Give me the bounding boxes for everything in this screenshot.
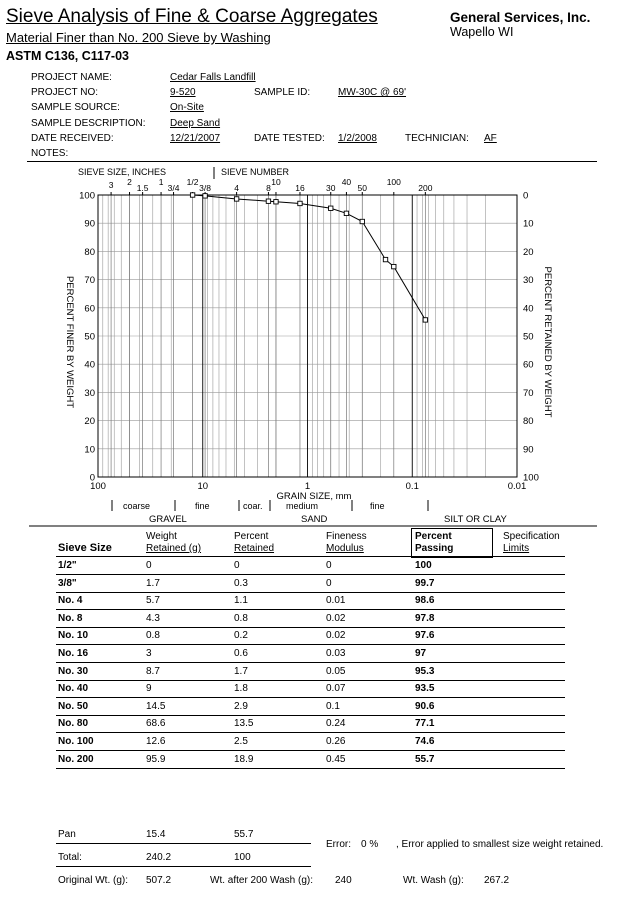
row-percent-passing: 77.1 [415,718,435,730]
project-no-label: PROJECT NO: [31,87,99,98]
row-fineness-modulus: 0.07 [326,683,346,695]
spec-header-2: Limits [503,543,530,554]
sieve-tick-label: 3/4 [167,183,180,193]
silt-clay-label: SILT OR CLAY [444,514,507,525]
sieve-tick-label: 16 [295,183,305,193]
row-fineness-modulus: 0.01 [326,595,346,607]
y-tick-label: 100 [79,190,95,202]
row-percent-retained: 13.5 [234,718,254,730]
sieve-ticks [109,177,433,195]
row-percent-passing: 90.6 [415,700,435,712]
row-percent-retained: 0.8 [234,612,248,624]
row-sieve-size: No. 16 [58,648,89,659]
sample-description-value: Deep Sand [170,118,221,129]
data-point [266,199,270,203]
sieve-tick-label: 50 [357,183,368,193]
y-tick-label: 0 [89,472,95,484]
row-percent-passing: 55.7 [415,753,435,765]
y2-tick-label: 70 [523,387,534,399]
row-percent-retained: 1.7 [234,665,248,677]
pan-percent: 55.7 [234,829,254,840]
data-point [329,206,333,210]
sieve-tick-label: 200 [418,183,433,193]
report-title: Sieve Analysis of Fine & Coarse Aggregates [6,6,378,27]
total-divider [56,866,311,867]
row-fineness-modulus: 0 [326,560,332,571]
row-sieve-size: No. 30 [58,665,89,677]
table-row-divider [56,662,565,663]
sand-label: SAND [301,514,328,525]
date-tested-label: DATE TESTED: [254,133,325,144]
error-note: , Error applied to smallest size weight retained. [396,839,604,850]
row-weight-retained: 9 [146,683,152,695]
y-tick-label: 80 [84,246,95,258]
sieve-tick-label: 30 [326,183,336,193]
row-weight-retained: 1.7 [146,577,160,589]
row-percent-passing: 74.6 [415,736,435,747]
technician-value: AF [484,133,497,144]
date-received-label: DATE RECEIVED: [31,133,114,144]
passing-header-2: Passing [415,543,454,554]
row-fineness-modulus: 0.24 [326,718,346,730]
x-tick-label: 1 [304,481,311,492]
y2-tick-label: 40 [523,303,534,315]
row-fineness-modulus: 0.02 [326,630,346,642]
y-tick-label: 40 [84,359,95,371]
row-weight-retained: 0.8 [146,630,160,642]
row-sieve-size: No. 8 [58,612,83,624]
table-row-divider [56,768,565,769]
data-point [392,264,396,268]
after-wash-label: Wt. after 200 Wash (g): [210,875,313,886]
sieve-tick-label: 3/8 [199,183,211,193]
original-weight-label: Original Wt. (g): [58,875,129,886]
sieve-tick-label: 100 [386,177,401,187]
table-row-divider [56,750,565,751]
fineness-header-1: Fineness [326,531,367,542]
gradation-curve [193,195,426,320]
row-sieve-size: No. 10 [58,630,89,642]
y-tick-label: 10 [84,444,95,456]
sample-source-value: On-Site [170,102,204,113]
y-tick-label: 20 [84,416,95,428]
data-point [423,318,427,322]
pan-weight: 15.4 [146,829,166,840]
row-weight-retained: 68.6 [146,718,166,730]
total-label: Total: [58,852,82,863]
data-point [298,201,302,205]
row-percent-retained: 0.3 [234,577,248,589]
table-row-divider [56,715,565,716]
notes-label: NOTES: [31,148,69,159]
data-point [190,193,194,197]
x-axis-label: GRAIN SIZE, mm [276,491,352,502]
row-fineness-modulus: 0.1 [326,700,340,712]
row-fineness-modulus: 0.26 [326,736,346,747]
row-percent-passing: 98.6 [415,595,435,607]
sample-id-label: SAMPLE ID: [254,87,311,98]
y2-tick-label: 60 [523,359,534,371]
company-name: General Services, Inc. [450,10,591,25]
row-sieve-size: 3/8" [58,577,77,589]
row-percent-retained: 1.8 [234,683,248,695]
row-percent-passing: 97 [415,648,427,659]
row-percent-retained: 0.6 [234,648,248,659]
row-percent-retained: 18.9 [234,753,254,765]
sieve-tick-label: 4 [234,183,239,193]
table-header-divider [56,556,565,557]
wash-weight-value: 267.2 [484,875,510,886]
total-percent: 100 [234,852,251,863]
date-received-value: 12/21/2007 [170,133,221,144]
table-row-divider [56,592,565,593]
chart-grid [98,195,517,477]
gravel-coarse-label: coarse [123,501,151,511]
soil-classification-band [112,500,507,525]
row-weight-retained: 3 [146,648,152,659]
y2-tick-label: 90 [523,444,534,456]
data-point [383,257,387,261]
row-weight-retained: 95.9 [146,753,166,765]
row-percent-passing: 97.6 [415,630,435,642]
sieve-number-label: SIEVE NUMBER [221,167,290,177]
report-subtitle: Material Finer than No. 200 Sieve by Washing [6,30,271,45]
x-tick-label: 0.1 [405,481,419,492]
row-sieve-size: 1/2" [58,560,77,571]
weight-header-2: Retained (g) [146,543,202,554]
spec-header-1: Specification [503,531,560,542]
weight-header-1: Weight [146,531,177,542]
total-weight: 240.2 [146,852,172,863]
gradation-chart [0,160,632,532]
row-sieve-size: No. 4 [58,595,83,607]
sand-medium-label: medium [286,501,319,511]
project-no-value: 9-520 [170,87,196,98]
table-row-divider [56,732,565,733]
error-value: 0 % [361,839,379,850]
row-percent-passing: 95.3 [415,665,435,677]
project-name-label: PROJECT NAME: [31,72,112,83]
standard-label: ASTM C136, C117-03 [6,49,129,63]
y-tick-label: 70 [84,275,95,287]
row-percent-passing: 93.5 [415,683,435,695]
wash-weight-label: Wt. Wash (g): [403,875,464,886]
table-row-divider [56,627,565,628]
chart-axes [79,191,539,493]
x-tick-label: 100 [90,481,106,492]
data-point [234,197,238,201]
row-sieve-size: No. 40 [58,683,89,695]
error-label: Error: [326,839,351,850]
sieve-tick-label: 8 [266,183,271,193]
y2-tick-label: 20 [523,246,534,258]
row-weight-retained: 5.7 [146,595,160,607]
row-fineness-modulus: 0.45 [326,753,346,765]
sample-id-value: MW-30C @ 69' [338,87,407,98]
y2-tick-label: 50 [523,331,534,343]
row-percent-passing: 99.7 [415,577,435,589]
sand-fine-label: fine [370,501,385,511]
y2-axis-label: PERCENT RETAINED BY WEIGHT [542,266,553,418]
fineness-header-2: Modulus [326,543,364,554]
sieve-size-inches-label: SIEVE SIZE, INCHES [78,167,167,177]
row-fineness-modulus: 0.02 [326,612,346,624]
row-sieve-size: No. 50 [58,700,89,712]
date-tested-value: 1/2/2008 [338,133,377,144]
row-weight-retained: 4.3 [146,612,160,624]
row-fineness-modulus: 0 [326,577,332,589]
row-sieve-size: No. 100 [58,736,94,747]
row-fineness-modulus: 0.03 [326,648,346,659]
row-weight-retained: 0 [146,560,152,571]
y2-tick-label: 80 [523,416,534,428]
sieve-tick-label: 1/2 [186,177,199,187]
row-percent-retained: 0.2 [234,630,248,642]
sieve-size-header: Sieve Size [58,542,112,554]
y-tick-label: 50 [84,331,95,343]
row-weight-retained: 12.6 [146,736,166,747]
table-row-divider [56,609,565,610]
gravel-fine-label: fine [195,501,210,511]
sieve-tick-label: 1 [158,177,164,187]
sand-coarse-label: coar. [243,501,263,511]
data-point [203,194,207,198]
row-weight-retained: 8.7 [146,665,160,677]
row-percent-retained: 1.1 [234,595,248,607]
sieve-tick-label: 3 [108,180,114,190]
row-percent-retained: 2.5 [234,736,248,747]
percent-header-1: Percent [234,531,269,542]
y-axis-label: PERCENT FINER BY WEIGHT [64,275,75,409]
y2-tick-label: 0 [523,190,529,202]
project-name-value: Cedar Falls Landfill [170,72,256,83]
row-percent-passing: 100 [415,560,432,571]
sieve-tick-label: 1.5 [136,183,149,193]
x-tick-label: 10 [197,481,209,492]
after-wash-value: 240 [335,875,352,886]
row-percent-retained: 2.9 [234,700,248,712]
table-row-divider [56,644,565,645]
y-tick-label: 60 [84,303,95,315]
row-sieve-size: No. 80 [58,718,89,730]
row-weight-retained: 14.5 [146,700,166,712]
row-fineness-modulus: 0.05 [326,665,346,677]
row-percent-retained: 0 [234,560,240,571]
table-row-divider [56,574,565,575]
table-row-divider [56,697,565,698]
sieve-tick-label: 2 [127,177,132,187]
y2-tick-label: 30 [523,275,534,287]
y-tick-label: 30 [84,387,95,399]
y2-tick-label: 10 [523,218,534,230]
data-point [360,219,364,223]
original-weight-value: 507.2 [146,875,172,886]
x-tick-label: 0.01 [507,481,527,492]
sample-source-label: SAMPLE SOURCE: [31,102,120,113]
y2-tick-label: 100 [523,472,539,484]
data-point [344,211,348,215]
percent-header-2: Retained [234,543,275,554]
table-row-divider [56,680,565,681]
row-percent-passing: 97.8 [415,612,435,624]
gravel-label: GRAVEL [149,514,187,525]
row-sieve-size: No. 200 [58,753,94,765]
pan-divider [56,843,311,844]
technician-label: TECHNICIAN: [405,133,469,144]
company-location: Wapello WI [450,25,514,39]
sample-description-label: SAMPLE DESCRIPTION: [31,118,146,129]
data-point [274,200,278,204]
sieve-tick-label: 10 [271,177,281,187]
sieve-tick-label: 40 [341,177,352,187]
passing-header-1: Percent [415,531,452,542]
y-tick-label: 90 [84,218,95,230]
pan-label: Pan [58,829,76,840]
